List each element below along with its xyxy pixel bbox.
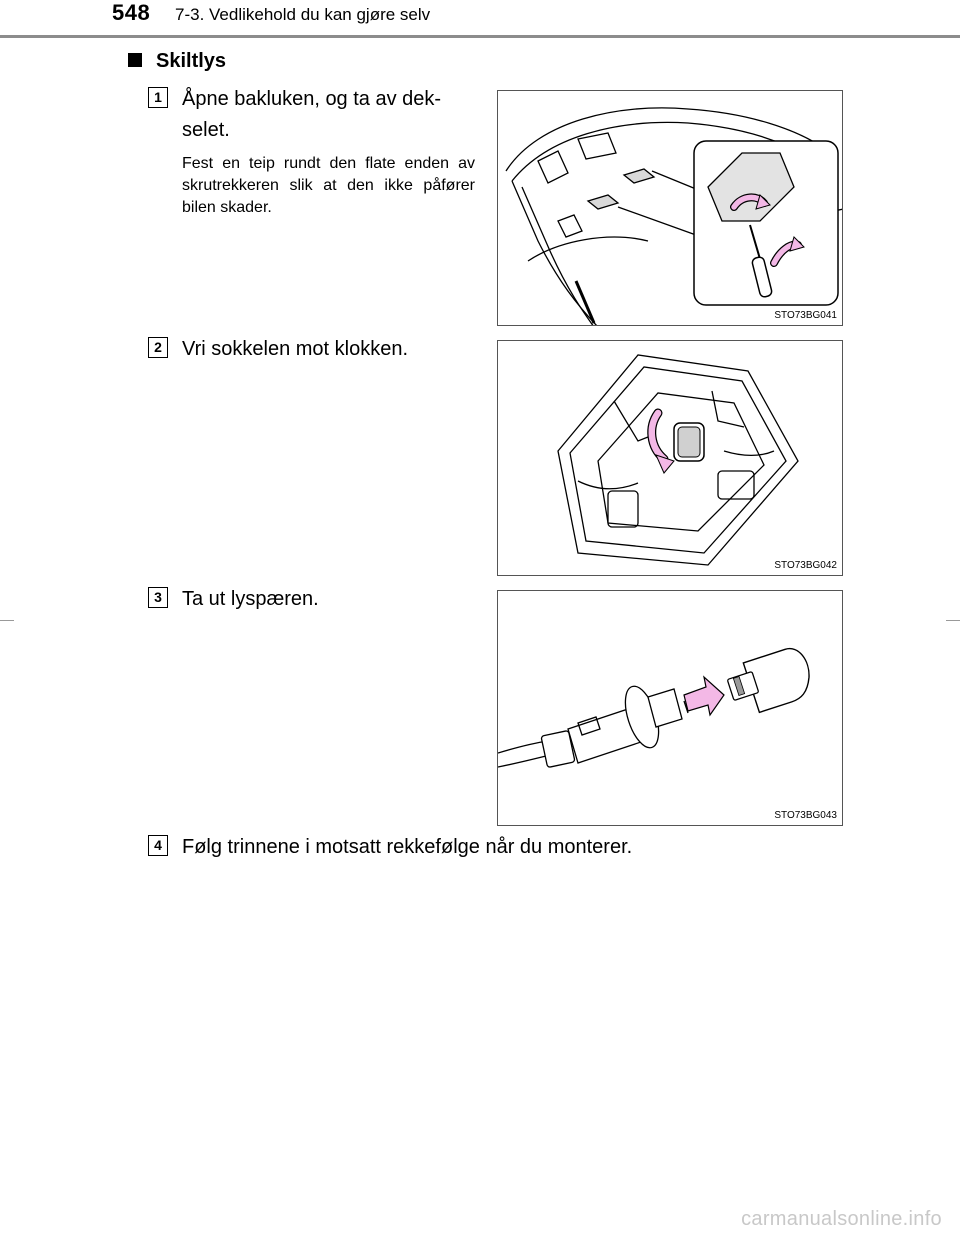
tailgate-illustration [498, 91, 843, 326]
watermark: carmanualsonline.info [741, 1208, 942, 1230]
step-4-text: Følg trinnene i motsatt rekkefølge når du monterer. [182, 836, 633, 858]
section-title: 7-3. Vedlikehold du kan gjøre selv [175, 5, 431, 24]
header-rule [0, 35, 960, 38]
step-2-text: Vri sokkelen mot klokken. [182, 338, 409, 360]
socket-illustration [498, 341, 843, 576]
step-number-1: 1 [148, 87, 168, 108]
figure-code: STO73BG043 [774, 810, 837, 821]
figure-tailgate-cover [497, 90, 843, 326]
subheading [128, 50, 226, 73]
figure-socket-turn [497, 340, 843, 576]
step-number-2: 2 [148, 337, 168, 358]
step-3-text: Ta ut lyspæren. [182, 588, 319, 610]
figure-code: STO73BG041 [774, 310, 837, 321]
step-number-3: 3 [148, 587, 168, 608]
bulb-illustration [498, 591, 843, 826]
step-1-note: Fest en teip rundt den flate enden av skrutrekkeren slik at den ikke påfører bilen skader. [182, 155, 475, 216]
crop-mark-right [946, 620, 960, 621]
crop-mark-left [0, 620, 14, 621]
figure-code: STO73BG042 [774, 560, 837, 571]
subheading-text: Skiltlys [156, 50, 227, 72]
step-1-text-line2: selet. [182, 119, 230, 141]
page-number: 548 [112, 0, 151, 25]
square-bullet-icon [128, 53, 142, 67]
step-number-4: 4 [148, 835, 168, 856]
step-1-text-line1: Åpne bakluken, og ta av dek- [182, 88, 442, 110]
figure-bulb-removal [497, 590, 843, 826]
